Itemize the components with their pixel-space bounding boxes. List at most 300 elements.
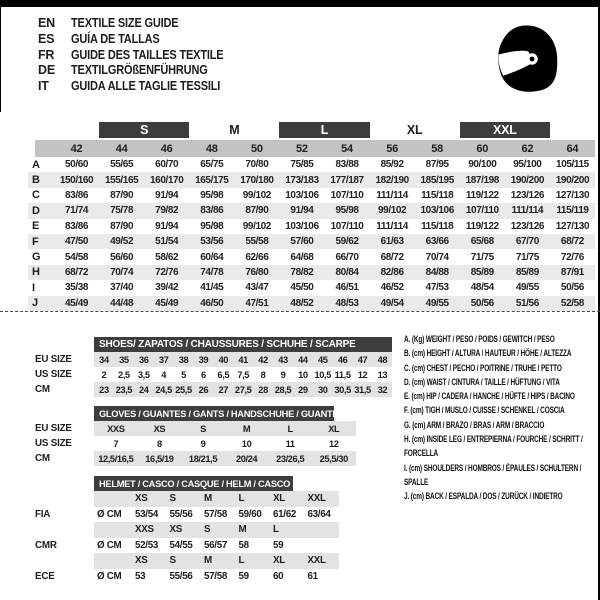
measure-value: 37/40 (110, 282, 134, 294)
measure-value: 55/58 (234, 234, 279, 249)
measure-value: 51/56 (505, 296, 550, 311)
helmet-size-cell: M (201, 553, 236, 569)
measure-value: 87/95 (425, 159, 449, 171)
measure-value: 67/70 (505, 234, 550, 249)
top-border-bar (0, 0, 600, 7)
size-header-cell: 50 (234, 140, 279, 157)
size-group-label: M (229, 123, 240, 137)
measure-value: 50/56 (460, 296, 505, 311)
measure-value: 95/98 (324, 203, 369, 218)
size-value: 7,5 (237, 369, 250, 380)
measure-value: 47/51 (234, 296, 279, 311)
measure-value: 52/58 (550, 296, 595, 311)
size-value: 13 (377, 369, 388, 380)
measure-value: 62/66 (245, 251, 269, 263)
language-title: TEXTILE SIZE GUIDE (71, 16, 179, 30)
size-value: 30 (313, 382, 333, 397)
size-value: 37 (154, 352, 174, 367)
unit-spacer-cell (94, 553, 132, 569)
measure-value: 155/165 (99, 172, 144, 187)
size-value: 27,5 (233, 382, 253, 397)
measure-value: 119/122 (465, 189, 499, 201)
measure-value: 71/75 (515, 251, 539, 263)
measure-value: 115/118 (421, 189, 454, 201)
measure-letter: J (28, 296, 54, 311)
left-border-line (0, 0, 1, 112)
size-header-cell: 62 (505, 140, 550, 157)
size-group-label: XL (406, 123, 423, 137)
size-group-label: S (99, 122, 189, 138)
measure-value: 43/47 (245, 282, 269, 294)
size-group-row (28, 122, 595, 140)
size-value: 10,5 (314, 369, 331, 380)
measure-value: 91/94 (155, 189, 179, 201)
helmet-size-cell: M (201, 491, 236, 507)
size-value: S (181, 421, 225, 436)
visor-pivot-dot (530, 57, 535, 62)
standard-label: ECE (35, 570, 55, 582)
legend-list (404, 333, 594, 505)
measure-value: 51/54 (144, 234, 189, 249)
textile-measurement-table (28, 157, 595, 311)
legend-item: E. (cm) HIP / CADERA / HANCHE / HÜFTE / HIPS / BACINO (404, 391, 575, 403)
helmet-size-cell: XXS (132, 522, 167, 538)
measure-value: 87/90 (110, 189, 134, 201)
measure-value: 68/72 (54, 265, 99, 280)
measure-value: 87/90 (234, 203, 279, 218)
row-label: CM (35, 384, 50, 395)
measure-letter: G (32, 251, 41, 264)
size-value: 24 (134, 382, 154, 397)
legend-item: J. (cm) BACK / ESPALDA / DOS / ZURÜCK / INDIETRO (404, 491, 563, 503)
measure-value: 61/63 (370, 234, 415, 249)
size-value: L (268, 421, 312, 436)
size-value: 36 (134, 352, 154, 367)
helmet-value: 58 (238, 539, 249, 551)
legend-item: G. (cm) ARM / BRAZO / BRAS / ARM / BRACCIO (404, 419, 545, 431)
helmet-size-cell: XS (132, 553, 167, 569)
helmet-size-cell: XXL (305, 553, 340, 569)
measure-value: 90/100 (468, 159, 497, 171)
measure-letter: F (28, 234, 54, 249)
size-value: 28,5 (273, 382, 293, 397)
measure-value: 150/160 (54, 172, 99, 187)
helmet-size-cell: XS (167, 522, 202, 538)
size-header-cell: 60 (460, 140, 505, 157)
size-value: 32 (372, 382, 392, 397)
measure-value: 123/126 (510, 220, 545, 232)
size-value: 6,5 (217, 369, 230, 380)
measure-value: 39/42 (155, 282, 179, 294)
measure-value: 48/52 (279, 296, 324, 311)
measure-value: 82/86 (370, 265, 415, 280)
size-value: 9 (200, 438, 206, 449)
gloves-section-header: GLOVES / GUANTES / GANTS / HANDSCHUHE / GUANTI (94, 406, 334, 421)
helmet-size-cell: S (201, 522, 236, 538)
language-code: DE (38, 63, 55, 78)
size-value: 25,5/30 (312, 451, 356, 466)
measure-value: 59/62 (324, 234, 369, 249)
measure-value: 85/89 (460, 265, 505, 280)
helmet-value: 55/56 (169, 508, 193, 520)
measure-value: 50/60 (65, 159, 89, 171)
size-value: 27 (213, 382, 233, 397)
measure-value: 49/55 (515, 282, 539, 294)
measure-value: 65/68 (460, 234, 505, 249)
measure-value: 70/74 (425, 251, 449, 263)
measure-value: 48/54 (470, 282, 494, 294)
size-header-cell: 58 (415, 140, 460, 157)
measure-value: 99/102 (242, 189, 271, 201)
helmet-size-cell: XXL (305, 491, 340, 507)
size-value: 10 (241, 438, 252, 449)
helmet-logo-icon (488, 16, 564, 102)
size-value: 25,5 (174, 382, 194, 397)
measure-value: 56/60 (110, 251, 134, 263)
measure-value: 68/72 (550, 234, 595, 249)
measure-letter: C (32, 189, 40, 202)
size-value: M (225, 421, 269, 436)
measure-value: 41/45 (200, 282, 224, 294)
language-row (38, 32, 244, 48)
helmet-value: 55/56 (169, 570, 193, 582)
helmet-table (30, 476, 339, 584)
measure-value: 84/88 (415, 265, 460, 280)
helmet-value: 52/53 (135, 539, 159, 551)
size-value: 6 (201, 369, 206, 380)
measure-value: 71/75 (470, 251, 494, 263)
size-value: 34 (94, 352, 114, 367)
measure-value: 64/68 (290, 251, 314, 263)
size-value: 29 (293, 382, 313, 397)
helmet-value (305, 538, 340, 554)
size-value: 23/26,5 (268, 451, 312, 466)
helmet-value: 54/55 (169, 539, 193, 551)
measure-value: 71/74 (54, 203, 99, 218)
measure-value: 57/60 (279, 234, 324, 249)
measure-value: 111/114 (376, 189, 408, 201)
measure-value: 111/114 (376, 220, 408, 232)
helmet-value: 56/57 (204, 539, 228, 551)
measure-value: 49/55 (415, 296, 460, 311)
size-value: 40 (213, 352, 233, 367)
size-value: 48 (372, 352, 392, 367)
size-header-cell: 46 (144, 140, 189, 157)
spacer-cell (30, 491, 94, 507)
size-value: 11 (285, 438, 295, 449)
size-value: 2 (101, 369, 107, 380)
helmet-size-cell: L (236, 491, 271, 507)
helmet-value: 57/58 (204, 508, 228, 520)
size-value: 2,5 (117, 369, 130, 380)
measure-value: 83/86 (189, 203, 234, 218)
row-label: EU SIZE (35, 423, 72, 434)
size-value: 41 (233, 352, 253, 367)
standard-label: CMR (35, 539, 57, 551)
helmet-value: 59 (273, 539, 284, 551)
row-label: EU SIZE (35, 354, 72, 365)
language-title: GUÍA DE TALLAS (71, 31, 160, 46)
size-value: 16,5/19 (138, 451, 182, 466)
measure-letter: D (28, 203, 54, 218)
size-header-cell: 44 (99, 140, 144, 157)
gloves-table (30, 406, 356, 466)
helmet-value: 53/54 (135, 508, 159, 520)
measure-value: 83/86 (65, 189, 89, 201)
measure-value: 54/58 (65, 251, 89, 263)
size-value: 39 (193, 352, 213, 367)
legend-item: C. (cm) CHEST / PECHO / POITRINE / TRUHE / PETTO (404, 362, 562, 374)
measure-value: 103/106 (285, 189, 319, 201)
helmet-value: 59/60 (238, 508, 262, 520)
size-value: XS (138, 421, 182, 436)
spacer-cell (30, 522, 94, 538)
language-row (38, 63, 244, 79)
size-value: 35 (114, 352, 134, 367)
helmet-size-cell: S (167, 491, 202, 507)
measure-value: 60/64 (200, 251, 224, 263)
row-label: US SIZE (35, 438, 72, 449)
measure-value: 99/102 (242, 220, 271, 232)
helmet-size-cell: XL (270, 491, 305, 507)
measure-value: 80/84 (324, 265, 369, 280)
size-header-cell: 56 (370, 140, 415, 157)
size-value: 12 (357, 369, 368, 380)
diameter-unit-label: Ø CM (97, 539, 122, 551)
measure-value: 46/51 (335, 282, 359, 294)
shoes-section-header: SHOES/ ZAPATOS / CHAUSSURES / SCHUHE / SCARPE (94, 337, 392, 352)
legend-item: I. (cm) SHOULDERS / HOMBROS / ÉPAULES / SCHULTERN / SPALLE (404, 462, 582, 488)
measure-value: 99/102 (370, 203, 415, 218)
measure-value: 190/200 (505, 172, 550, 187)
measure-value: 87/91 (550, 265, 595, 280)
size-value: 11,5 (334, 369, 351, 380)
language-code: FR (38, 47, 55, 62)
measure-value: 103/106 (285, 220, 319, 232)
measure-value: 85/89 (505, 265, 550, 280)
measure-value: 107/110 (330, 220, 364, 232)
measure-value: 79/82 (144, 203, 189, 218)
measure-value: 123/126 (510, 189, 545, 201)
size-value: 26 (193, 382, 213, 397)
size-value: 46 (333, 352, 353, 367)
size-value: 8 (157, 438, 162, 449)
measure-value: 91/94 (279, 203, 324, 218)
helmet-size-cell: XS (132, 491, 167, 507)
language-row (38, 48, 244, 64)
diameter-unit-label: Ø CM (97, 570, 122, 582)
size-value: 7 (113, 438, 119, 449)
size-value: 43 (273, 352, 293, 367)
measure-value: 45/49 (54, 296, 99, 311)
language-code: ES (38, 31, 55, 46)
size-header-cell: 52 (279, 140, 324, 157)
measure-value: 53/56 (189, 234, 234, 249)
helmet-size-cell: M (236, 522, 271, 538)
row-label: US SIZE (35, 369, 72, 380)
measure-value: 127/130 (555, 189, 590, 201)
size-value: XXS (94, 421, 138, 436)
measure-value: 170/180 (234, 172, 279, 187)
measure-letter: A (32, 158, 40, 171)
legend-item: H. (cm) INSIDE LEG / ENTREPIERNA / FOURCHE / SCHRITT / FORCELLA (404, 434, 583, 460)
language-title: TEXTILGRÖßENFÜHRUNG (71, 63, 208, 78)
measure-value: 55/65 (110, 159, 134, 171)
language-code: EN (38, 16, 55, 30)
size-value: 23 (94, 382, 114, 397)
measure-value: 50/56 (560, 282, 584, 294)
measure-value: 75/78 (99, 203, 144, 218)
measure-value: 160/170 (144, 172, 189, 187)
language-row (38, 16, 244, 32)
measure-value: 107/110 (330, 189, 364, 201)
shoes-table (30, 337, 392, 397)
size-header-row (28, 140, 595, 157)
size-header-cell: 42 (54, 140, 99, 157)
measure-value: 47/53 (425, 282, 449, 294)
size-value: 45 (313, 352, 333, 367)
measure-value: 65/75 (200, 159, 224, 171)
size-value: 12 (328, 438, 339, 449)
legend-item: B. (cm) HEIGHT / ALTURA / HAUTEUR / HÖHE / ALTEZZA (404, 348, 572, 360)
measure-value: 115/118 (421, 220, 454, 232)
helmet-value: 61/62 (273, 508, 297, 520)
size-value: 30,5 (333, 382, 353, 397)
size-value: 44 (293, 352, 313, 367)
measure-value: 48/53 (324, 296, 369, 311)
measure-value: 76/80 (234, 265, 279, 280)
language-title: GUIDE DES TAILLES TEXTILE (71, 47, 224, 62)
helmet-value: 63/64 (307, 508, 331, 520)
size-value: 9 (280, 369, 286, 380)
measure-value: 60/70 (155, 159, 179, 171)
size-header-spacer (35, 140, 54, 157)
measure-value: 75/85 (290, 159, 314, 171)
diameter-unit-label: Ø CM (97, 508, 122, 520)
language-code: IT (38, 79, 49, 94)
measure-value: 46/52 (380, 282, 404, 294)
size-value: 38 (174, 352, 194, 367)
measure-value: 45/49 (144, 296, 189, 311)
size-value: XL (312, 421, 356, 436)
size-value: 8 (260, 369, 266, 380)
standard-label: FIA (35, 508, 51, 520)
measure-value: 165/175 (189, 172, 234, 187)
helmet-value: 59 (238, 570, 249, 582)
measure-letter: E (32, 220, 40, 233)
measure-value: 44/48 (99, 296, 144, 311)
measure-value: 85/92 (380, 159, 404, 171)
measure-value: 72/76 (560, 251, 584, 263)
helmet-size-cell (305, 522, 340, 538)
measure-value: 177/187 (324, 172, 369, 187)
size-value: 24,5 (154, 382, 174, 397)
size-value: 31,5 (353, 382, 373, 397)
measure-letter: B (28, 172, 54, 187)
helmet-value: 53 (135, 570, 146, 582)
size-value: 3,5 (137, 369, 150, 380)
helmet-size-cell: S (167, 553, 202, 569)
helmet-value: 57/58 (204, 570, 228, 582)
measure-value: 95/98 (200, 189, 224, 201)
language-title-list (38, 16, 244, 95)
measure-value: 107/110 (460, 203, 505, 218)
measure-value: 187/198 (460, 172, 505, 187)
size-value: 20/24 (225, 451, 269, 466)
measure-value: 83/86 (65, 220, 89, 232)
size-value: 42 (253, 352, 273, 367)
size-group-label: XXL (460, 122, 550, 138)
language-row (38, 79, 244, 95)
measure-value: 47/50 (54, 234, 99, 249)
helmet-size-cell: L (270, 522, 305, 538)
helmet-value: 61 (307, 570, 318, 582)
size-header-cell: 64 (550, 140, 595, 157)
measure-value: 78/82 (279, 265, 324, 280)
measure-value: 74/78 (189, 265, 234, 280)
measure-value: 111/114 (505, 203, 550, 218)
size-value: 4 (161, 369, 166, 380)
measure-value: 35/38 (65, 282, 89, 294)
measure-value: 66/70 (335, 251, 359, 263)
measure-value: 173/183 (279, 172, 324, 187)
measure-value: 70/80 (245, 159, 269, 171)
measure-value: 72/76 (144, 265, 189, 280)
measure-value: 103/106 (415, 203, 460, 218)
measure-value: 115/119 (550, 203, 595, 218)
size-header-cell: 48 (189, 140, 234, 157)
size-value: 23,5 (114, 382, 134, 397)
row-label: CM (35, 453, 50, 464)
measure-value: 45/50 (290, 282, 314, 294)
size-value: 5 (181, 369, 186, 380)
measure-value: 95/100 (513, 159, 542, 171)
size-header-cell: 54 (324, 140, 369, 157)
size-value: 12,5/16,5 (94, 451, 138, 466)
size-value: 18/21,5 (181, 451, 225, 466)
measure-value: 70/74 (99, 265, 144, 280)
measure-letter: I (32, 281, 35, 294)
measure-letter: H (28, 265, 54, 280)
measure-value: 95/98 (200, 220, 224, 232)
helmet-size-cell: L (236, 553, 271, 569)
measure-value: 46/50 (189, 296, 234, 311)
measure-value: 119/122 (465, 220, 499, 232)
measure-value: 49/54 (370, 296, 415, 311)
measure-value: 127/130 (555, 220, 590, 232)
measure-value: 185/195 (415, 172, 460, 187)
measure-value: 68/72 (380, 251, 404, 263)
spacer-cell (30, 553, 94, 569)
size-value: 28 (253, 382, 273, 397)
helmet-section-header: HELMET / CASCO / CASQUE / HELM / CASCO (94, 476, 293, 491)
measure-value: 63/66 (415, 234, 460, 249)
measure-value: 190/200 (550, 172, 595, 187)
measure-value: 91/94 (155, 220, 179, 232)
unit-spacer-cell (94, 491, 132, 507)
measure-value: 58/62 (155, 251, 179, 263)
measure-value: 49/52 (99, 234, 144, 249)
size-value: 47 (353, 352, 373, 367)
helmet-size-cell: XL (270, 553, 305, 569)
dashed-separator-line (0, 311, 600, 312)
legend-item: D. (cm) WAIST / CINTURA / TAILLE / HÜFTUNG / VITA (404, 376, 560, 388)
helmet-value: 60 (273, 570, 284, 582)
measure-value: 182/190 (370, 172, 415, 187)
legend-item: F. (cm) TIGH / MUSLO / CUISSE / SCHENKEL / COSCIA (404, 405, 565, 417)
language-title: GUIDA ALLE TAGLIE TESSILI (71, 79, 221, 94)
legend-item: A. (Kg) WEIGHT / PESO / POIDS / GEWITCH / PESO (404, 334, 555, 345)
